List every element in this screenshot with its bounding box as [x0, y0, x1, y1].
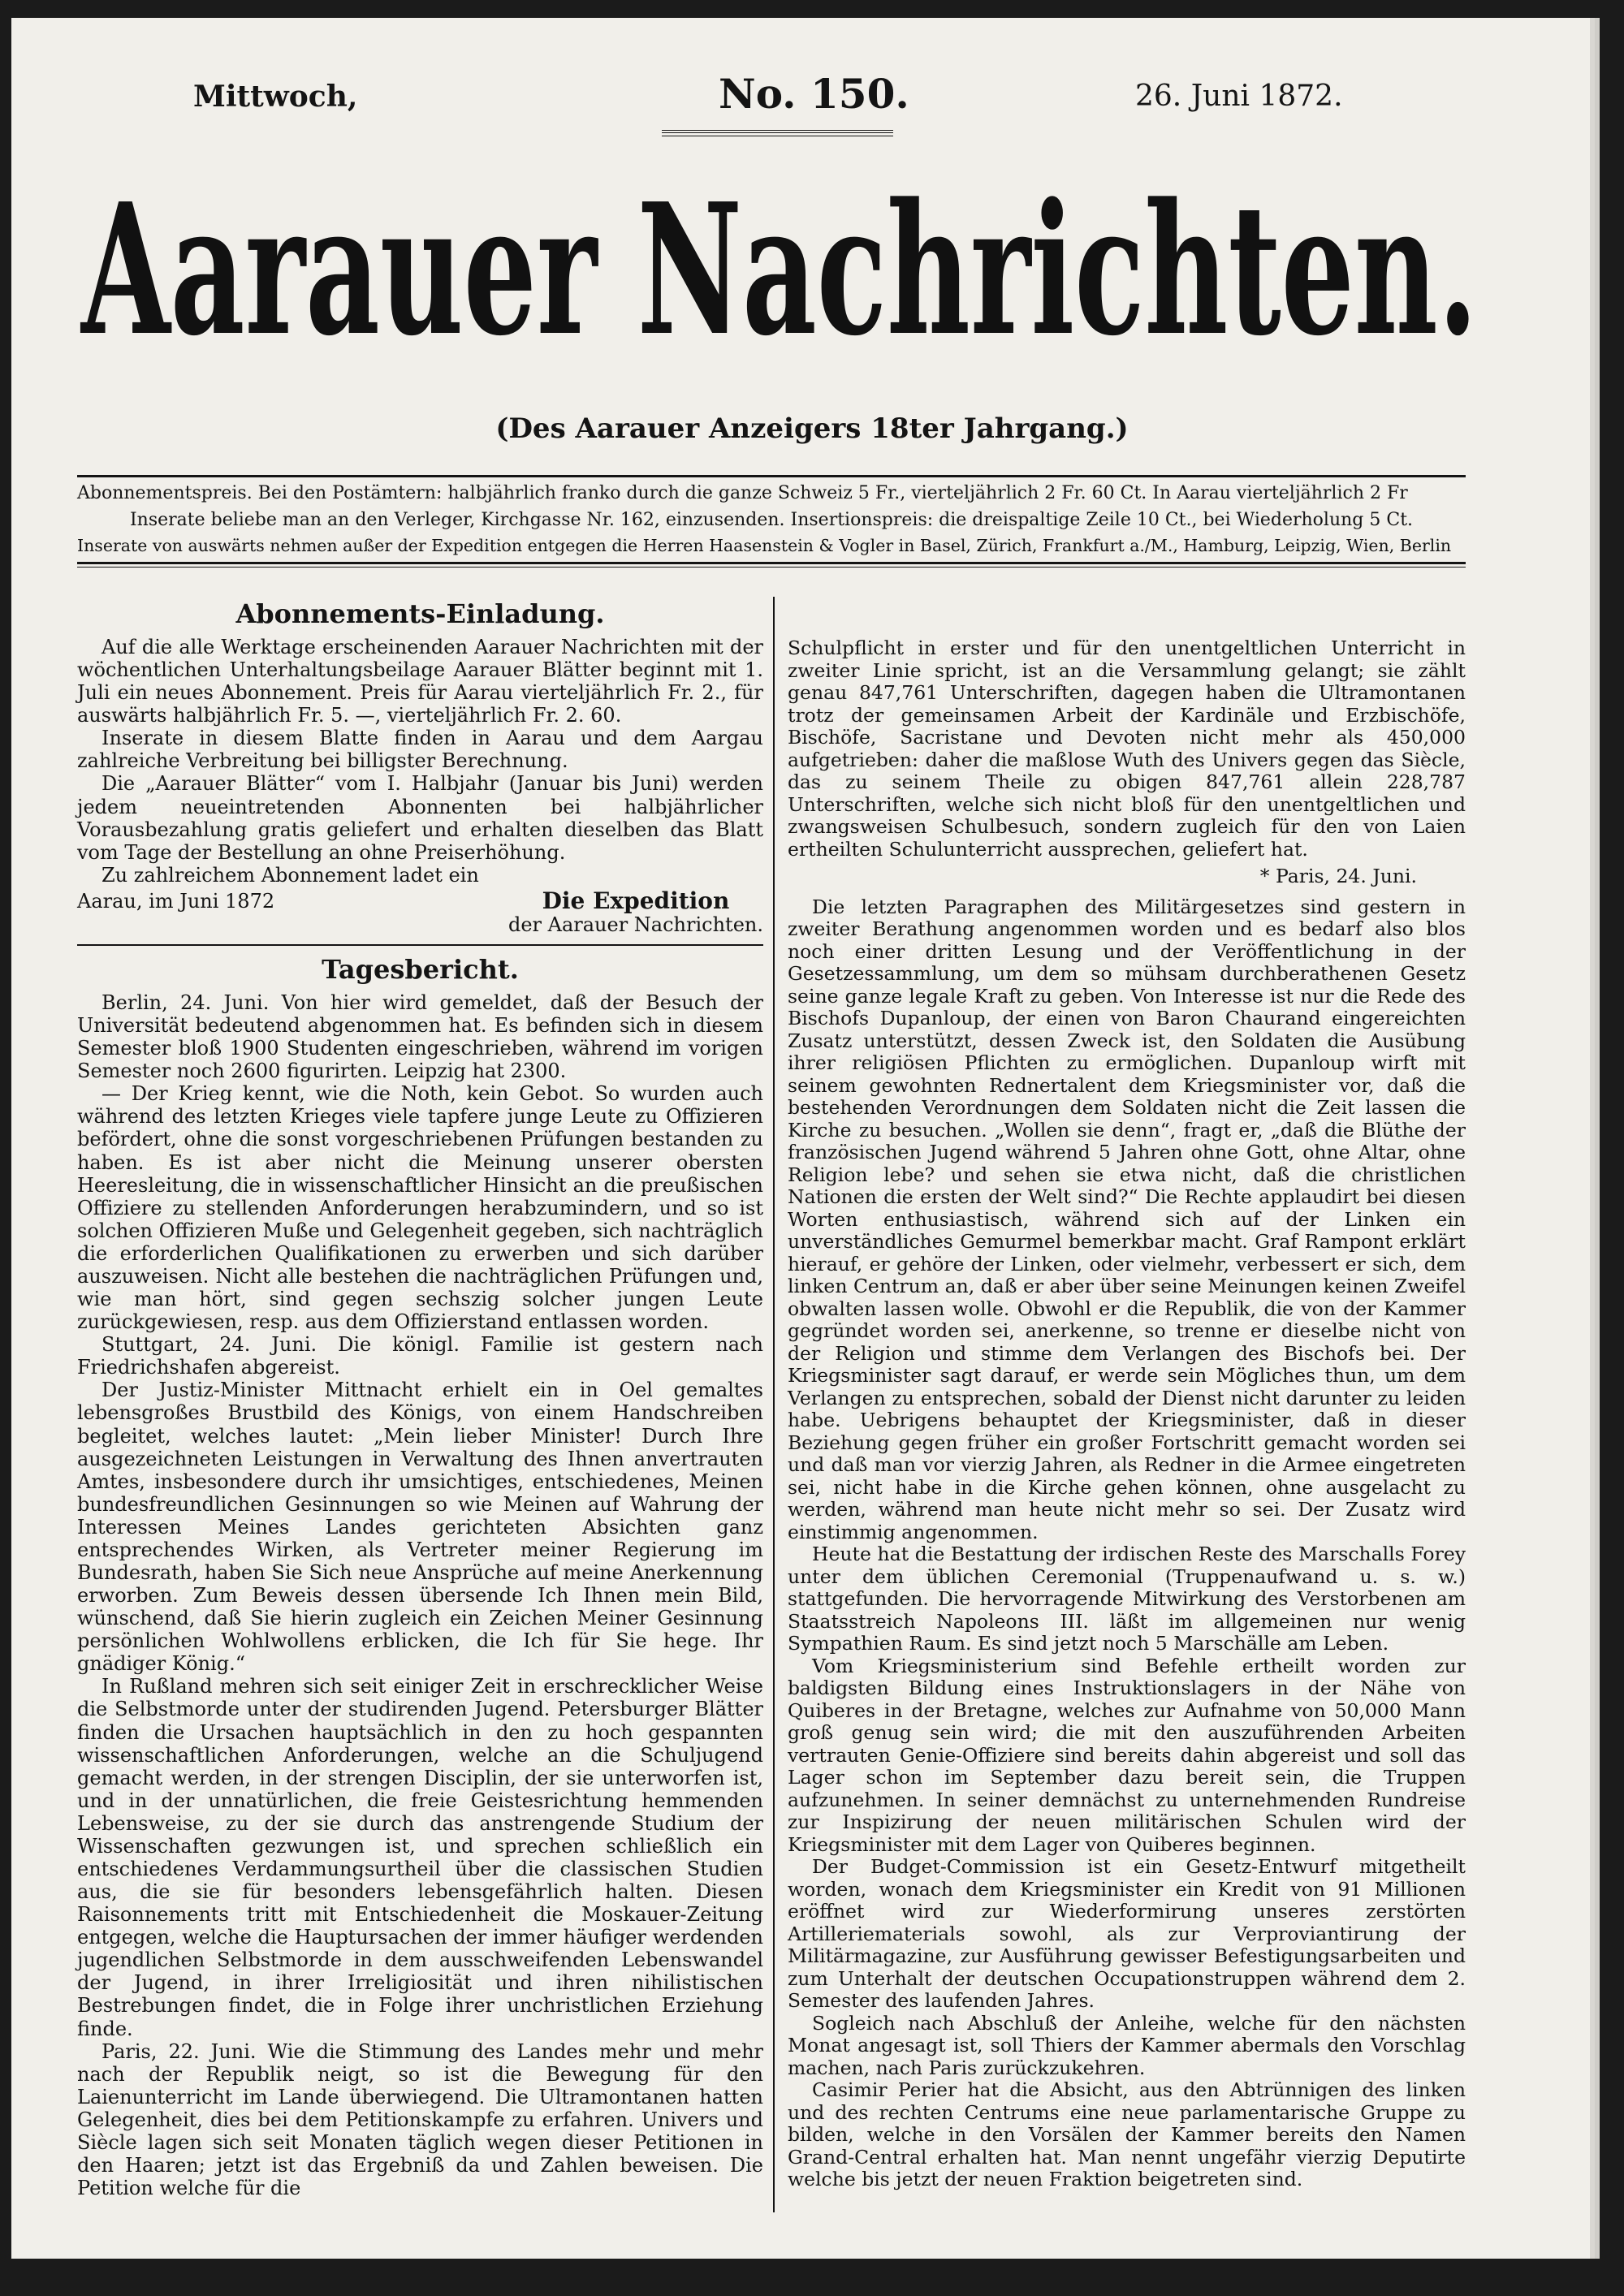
masthead-title-text: Aarauer Nachrichten. [80, 165, 1479, 376]
article-paragraph: Casimir Perier hat die Absicht, aus den Abtrünnigen des linken und des rechten Centrums eine neue parlamentarische Gruppe zu bilden, welche in den Vorsälen der Kammer bereits den Namen Grand-Central erhalten hat. Man nennt ungefähr vierzig Deputirte welche bis jetzt der neuen Fraktion beigetreten sind. [788, 2078, 1466, 2190]
agents-info: Inserate von auswärts nehmen außer der Expedition entgegen die Herren Haasenstein & Vogler in Basel, Zürich, Frankfurt a./M., Hamburg, Leipzig, Wien, Berlin [77, 536, 1452, 555]
article-paragraph: Sogleich nach Abschluß der Anleihe, welche für den nächsten Monat angesagt ist, soll Thiers der Kammer abermals den Vorschlag machen, nach Paris zurückzukehren. [788, 2011, 1466, 2079]
banner-bottom-rule-thin [77, 567, 1466, 568]
right-column [788, 637, 1466, 2191]
number-underline [662, 130, 893, 136]
invite-heading: Abonnements-Einladung. [235, 598, 605, 629]
invite-signature [77, 887, 763, 936]
masthead-subtitle: (Des Aarauer Anzeigers 18ter Jahrgang.) [495, 412, 1129, 445]
article-paragraph: In Rußland mehren sich seit einiger Zeit in erschrecklicher Weise die Selbstmorde unter der studirenden Jugend. Petersburger Blätter finden die Ursachen hauptsächlich in den zu hoch gespannten wissenschaftlichen Anforderungen, welche an die Schuljugend gemacht werden, in der strengen Disciplin, der sie unterworfen ist, und in der unnatürlichen, die freie Geistesrichtung hemmenden Lebensweise, zu der sie durch das anstrengende Studium der Wissenschaften gezwungen ist, und sprechen schließlich ein entschiedenes Verdammungsurtheil über die classischen Studien aus, die sie für besonders lebensgefährlich halten. Diesen Raisonnements tritt mit Entschiedenheit die Moskauer-Zeitung entgegen, welche die Hauptursachen der immer häufiger werdenden jugendlichen Selbstmorde in dem ausschweifenden Lebenswandel der Jugend, in ihrer Irreligiosität und ihren nihilistischen Bestrebungen findet, die in Folge ihrer unchristlichen Erziehung finde. [77, 1675, 763, 2040]
article-paragraph: Paris, 22. Juni. Wie die Stimmung des Landes mehr und mehr nach der Republik neigt, so ist die Bewegung für den Laienunterricht im Lande überwiegend. Die Ultramontanen hatten Gelegenheit, dies bei dem Petitionskampfe zu erfahren. Univers und Siècle lagen sich seit Monaten täglich wegen dieser Petitionen in den Haaren; jetzt ist das Ergebniß da und Zahlen beweisen. Die Petition welche für die [77, 2039, 763, 2200]
section-separator [77, 944, 763, 946]
invite-paragraph: Die „Aarauer Blätter“ vom I. Halbjahr (Januar bis Juni) werden jedem neueintretenden Abonnenten bei halbjährlicher Vorausbezahlung gratis geliefert und erhalten dieselben das Blatt vom Tage der Bestellung an ohne Preiserhöhung. [77, 772, 763, 864]
column-divider [773, 597, 775, 2212]
article-paragraph: Heute hat die Bestattung der irdischen Reste des Marschalls Forey unter dem üblichen Ceremonial (Truppenaufwand u. s. w.) stattgefunden. Die hervorragende Mitwirkung des Verstorbenen am Staatsstreich Napoleons III. läßt im allgemeinen nur wenig Sympathien Raum. Es sind jetzt noch 5 Marschälle am Leben. [788, 1543, 1466, 1655]
masthead-title [73, 142, 1486, 402]
left-column [77, 597, 763, 2199]
article-paragraph: Der Budget-Commission ist ein Gesetz-Entwurf mitgetheilt worden, wonach dem Kriegsminister ein Kredit von 91 Millionen eröffnet wird zur Wiederformirung unseres zerstörten Artilleriematerials sowohl, als zur Verproviantirung der Militärmagazine, zur Ausführung gewisser Befestigungsarbeiten und zum Unterhalt der deutschen Occupationstruppen während dem 2. Semester des laufenden Jahres. [788, 1855, 1466, 2012]
invite-signer [508, 887, 763, 936]
article-dateline: * Paris, 24. Juni. [1259, 865, 1417, 887]
tagesbericht-heading: Tagesbericht. [322, 954, 519, 986]
banner-top-rule [77, 475, 1466, 477]
article-paragraph: Die letzten Paragraphen des Militärgesetzes sind gestern in zweiter Berathung angenommen worden und es bedarf also blos noch einer dritten Lesung und der Veröffentlichung in der Gesetzessammlung, um dem so mühsam durchberathenen Gesetz seine ganze legale Kraft zu geben. Von Interesse ist nur die Rede des Bischofs Dupanloup, der einen von Baron Chaurand eingereichten Zusatz unterstützt, dessen Zweck ist, den Soldaten die Ausübung ihrer religiösen Pflichten zu ermöglichen. Dupanloup wirft mit seinem gewohnten Rednertalent dem Kriegsminister vor, daß die bestehenden Verordnungen dem Soldaten nicht die Zeit lassen die Kirche zu besuchen. „Wollen sie denn“, fragt er, „daß die Blüthe der französischen Jugend während 5 Jahren ohne Gott, ohne Altar, ohne Religion lebe? und sehen sie etwa nicht, daß die christlichen Nationen die ersten der Welt sind?“ Die Rechte applaudirt bei diesen Worten enthusiastisch, während sich auf der Linken ein unverständliches Gemurmel bemerkbar macht. Graf Rampont erklärt hierauf, er gehöre der Linken, oder vielmehr, verbessert er sich, dem linken Centrum an, daß er aber über seine Meinungen keinen Zweifel obwalten lassen wolle. Obwohl er die Republik, die von der Kammer gegründet worden sei, anerkenne, so trenne er dieselbe nicht von der Religion und stimme dem Verlangen des Bischofs bei. Der Kriegsminister sagt darauf, er werde sein Mögliches thun, um dem Verlangen zu entsprechen, sobald der Dienst nicht darunter zu leiden habe. Uebrigens behauptet der Kriegsminister, daß in dieser Beziehung gegen früher ein großer Fortschritt gemacht worden sei und daß man vor vierzig Jahren, als Redner in die Armee eingetreten sei, nicht habe in die Kirche gehen können, ohne ausgelacht zu werden, während man heute nicht mehr so sei. Der Zusatz wird einstimmig angenommen. [788, 895, 1466, 1543]
banner-bottom-rule [77, 562, 1466, 564]
insertion-info: Inserate beliebe man an den Verleger, Kirchgasse Nr. 162, einzusenden. Insertionspreis: die dreispaltige Zeile 10 Ct., bei Wiederholung 5 Ct. [129, 510, 1414, 530]
invite-paragraph: Inserate in diesem Blatte finden in Aarau und dem Aargau zahlreiche Verbreitung bei billigster Berechnung. [77, 727, 763, 773]
article-paragraph: Stuttgart, 24. Juni. Die königl. Familie ist gestern nach Friedrichshafen abgereist. [77, 1333, 763, 1379]
issue-day: Mittwoch, [193, 80, 358, 114]
invite-signer-name: Die Expedition [542, 887, 730, 914]
article-paragraph: Vom Kriegsministerium sind Befehle ertheilt worden zur baldigsten Bildung eines Instruktionslagers in der Nähe von Quiberes in der Bretagne, welches zur Aufnahme von 50,000 Mann groß genug sein wird; die mit den auszuführenden Arbeiten vertrauten Genie-Offiziere sind bereits dahin abgereist und soll das Lager schon im September dazu bereit sein, die Truppen aufzunehmen. In seiner demnächst zu unternehmenden Rundreise zur Inspizirung der neuen militärischen Schulen wird der Kriegsminister mit dem Lager von Quiberes beginnen. [788, 1654, 1466, 1856]
article-paragraph: Der Justiz-Minister Mittnacht erhielt ein in Oel gemaltes lebensgroßes Brustbild des Königs, von einem Handschreiben begleitet, welches lautet: „Mein lieber Minister! Durch Ihre ausgezeichneten Leistungen in Verwaltung des Ihnen anvertrauten Amtes, insbesondere durch ihr umsichtiges, entschiedenes, Meinen bundesfreundlichen Gesinnungen so wie Meinen auf Wahrung der Interessen Meines Landes gerichteten Absichten ganz entsprechendes Wirken, als Vertreter meiner Regierung im Bundesrath, haben Sie Sich neue Ansprüche auf meine Anerkennung erworben. Zum Beweis dessen übersende Ich Ihnen mein Bild, wünschend, daß Sie hierin zugleich ein Zeichen Meiner Gesinnung persönlichen Wohlwollens erblicken, die Ich für Sie hege. Ihr gnädiger König.“ [77, 1379, 763, 1676]
subscription-info: Abonnementspreis. Bei den Postämtern: halbjährlich franko durch die ganze Schweiz 5 Fr., vierteljährlich 2 Fr. 60 Ct. In Aarau vierteljährlich 2 Fr [77, 483, 1408, 503]
issue-date: 26. Juni 1872. [1135, 80, 1343, 113]
article-paragraph: Schulpflicht in erster und für den unentgeltlichen Unterricht in zweiter Linie spricht, ist an die Versammlung gelangt; sie zählt genau 847,761 Unterschriften, dagegen haben die Ultramontanen trotz der gemeinsamen Arbeit der Kardinäle und Erzbischöfe, Bischöfe, Sacristane und Devoten nicht mehr als 450,000 aufgetrieben: daher die maßlose Wuth des Univers gegen das Siècle, das zu seinem Theile zu obigen 847,761 allein 228,787 Unterschriften, welche sich nicht bloß für den unentgeltlichen und zwangsweisen Schulbesuch, sondern zugleich für den von Laien ertheilten Schulunterricht aussprechen, geliefert hat. [788, 637, 1466, 861]
invite-signer-org: der Aarauer Nachrichten. [508, 913, 763, 936]
issue-number: No. 150. [719, 70, 909, 118]
invite-paragraph: Zu zahlreichem Abonnement ladet ein [102, 863, 479, 887]
invite-place: Aarau, im Juni 1872 [77, 889, 275, 913]
article-paragraph: — Der Krieg kennt, wie die Noth, kein Gebot. So wurden auch während des letzten Krieges viele tapfere junge Leute zu Offizieren befördert, ohne die sonst vorgeschriebenen Prüfungen bestanden zu haben. Es ist aber nicht die Meinung unserer obersten Heeresleitung, die in wissenschaftlicher Hinsicht an die preußischen Offiziere zu stellenden Anforderungen herabzumindern, und so ist solchen Offizieren Muße und Gelegenheit gegeben, sich nachträglich die erforderlichen Qualifikationen zu erwerben und sich darüber auszuweisen. Nicht alle bestehen die nachträglichen Prüfungen und, wie man hört, sind gegen sechszig solcher jungen Leute zurückgewiesen, resp. aus dem Offizierstand entlassen worden. [77, 1082, 763, 1334]
article-paragraph: Berlin, 24. Juni. Von hier wird gemeldet, daß der Besuch der Universität bedeutend abgenommen hat. Es befinden sich in diesem Semester bloß 1900 Studenten eingeschrieben, während im vorigen Semester noch 2600 figurirten. Leipzig hat 2300. [77, 991, 763, 1083]
invite-paragraph: Auf die alle Werktage erscheinenden Aarauer Nachrichten mit der wöchentlichen Unterhaltungsbeilage Aarauer Blätter beginnt mit 1. Juli ein neues Abonnement. Preis für Aarau vierteljährlich Fr. 2., für auswärts halbjährlich Fr. 5. —, vierteljährlich Fr. 2. 60. [77, 636, 763, 727]
